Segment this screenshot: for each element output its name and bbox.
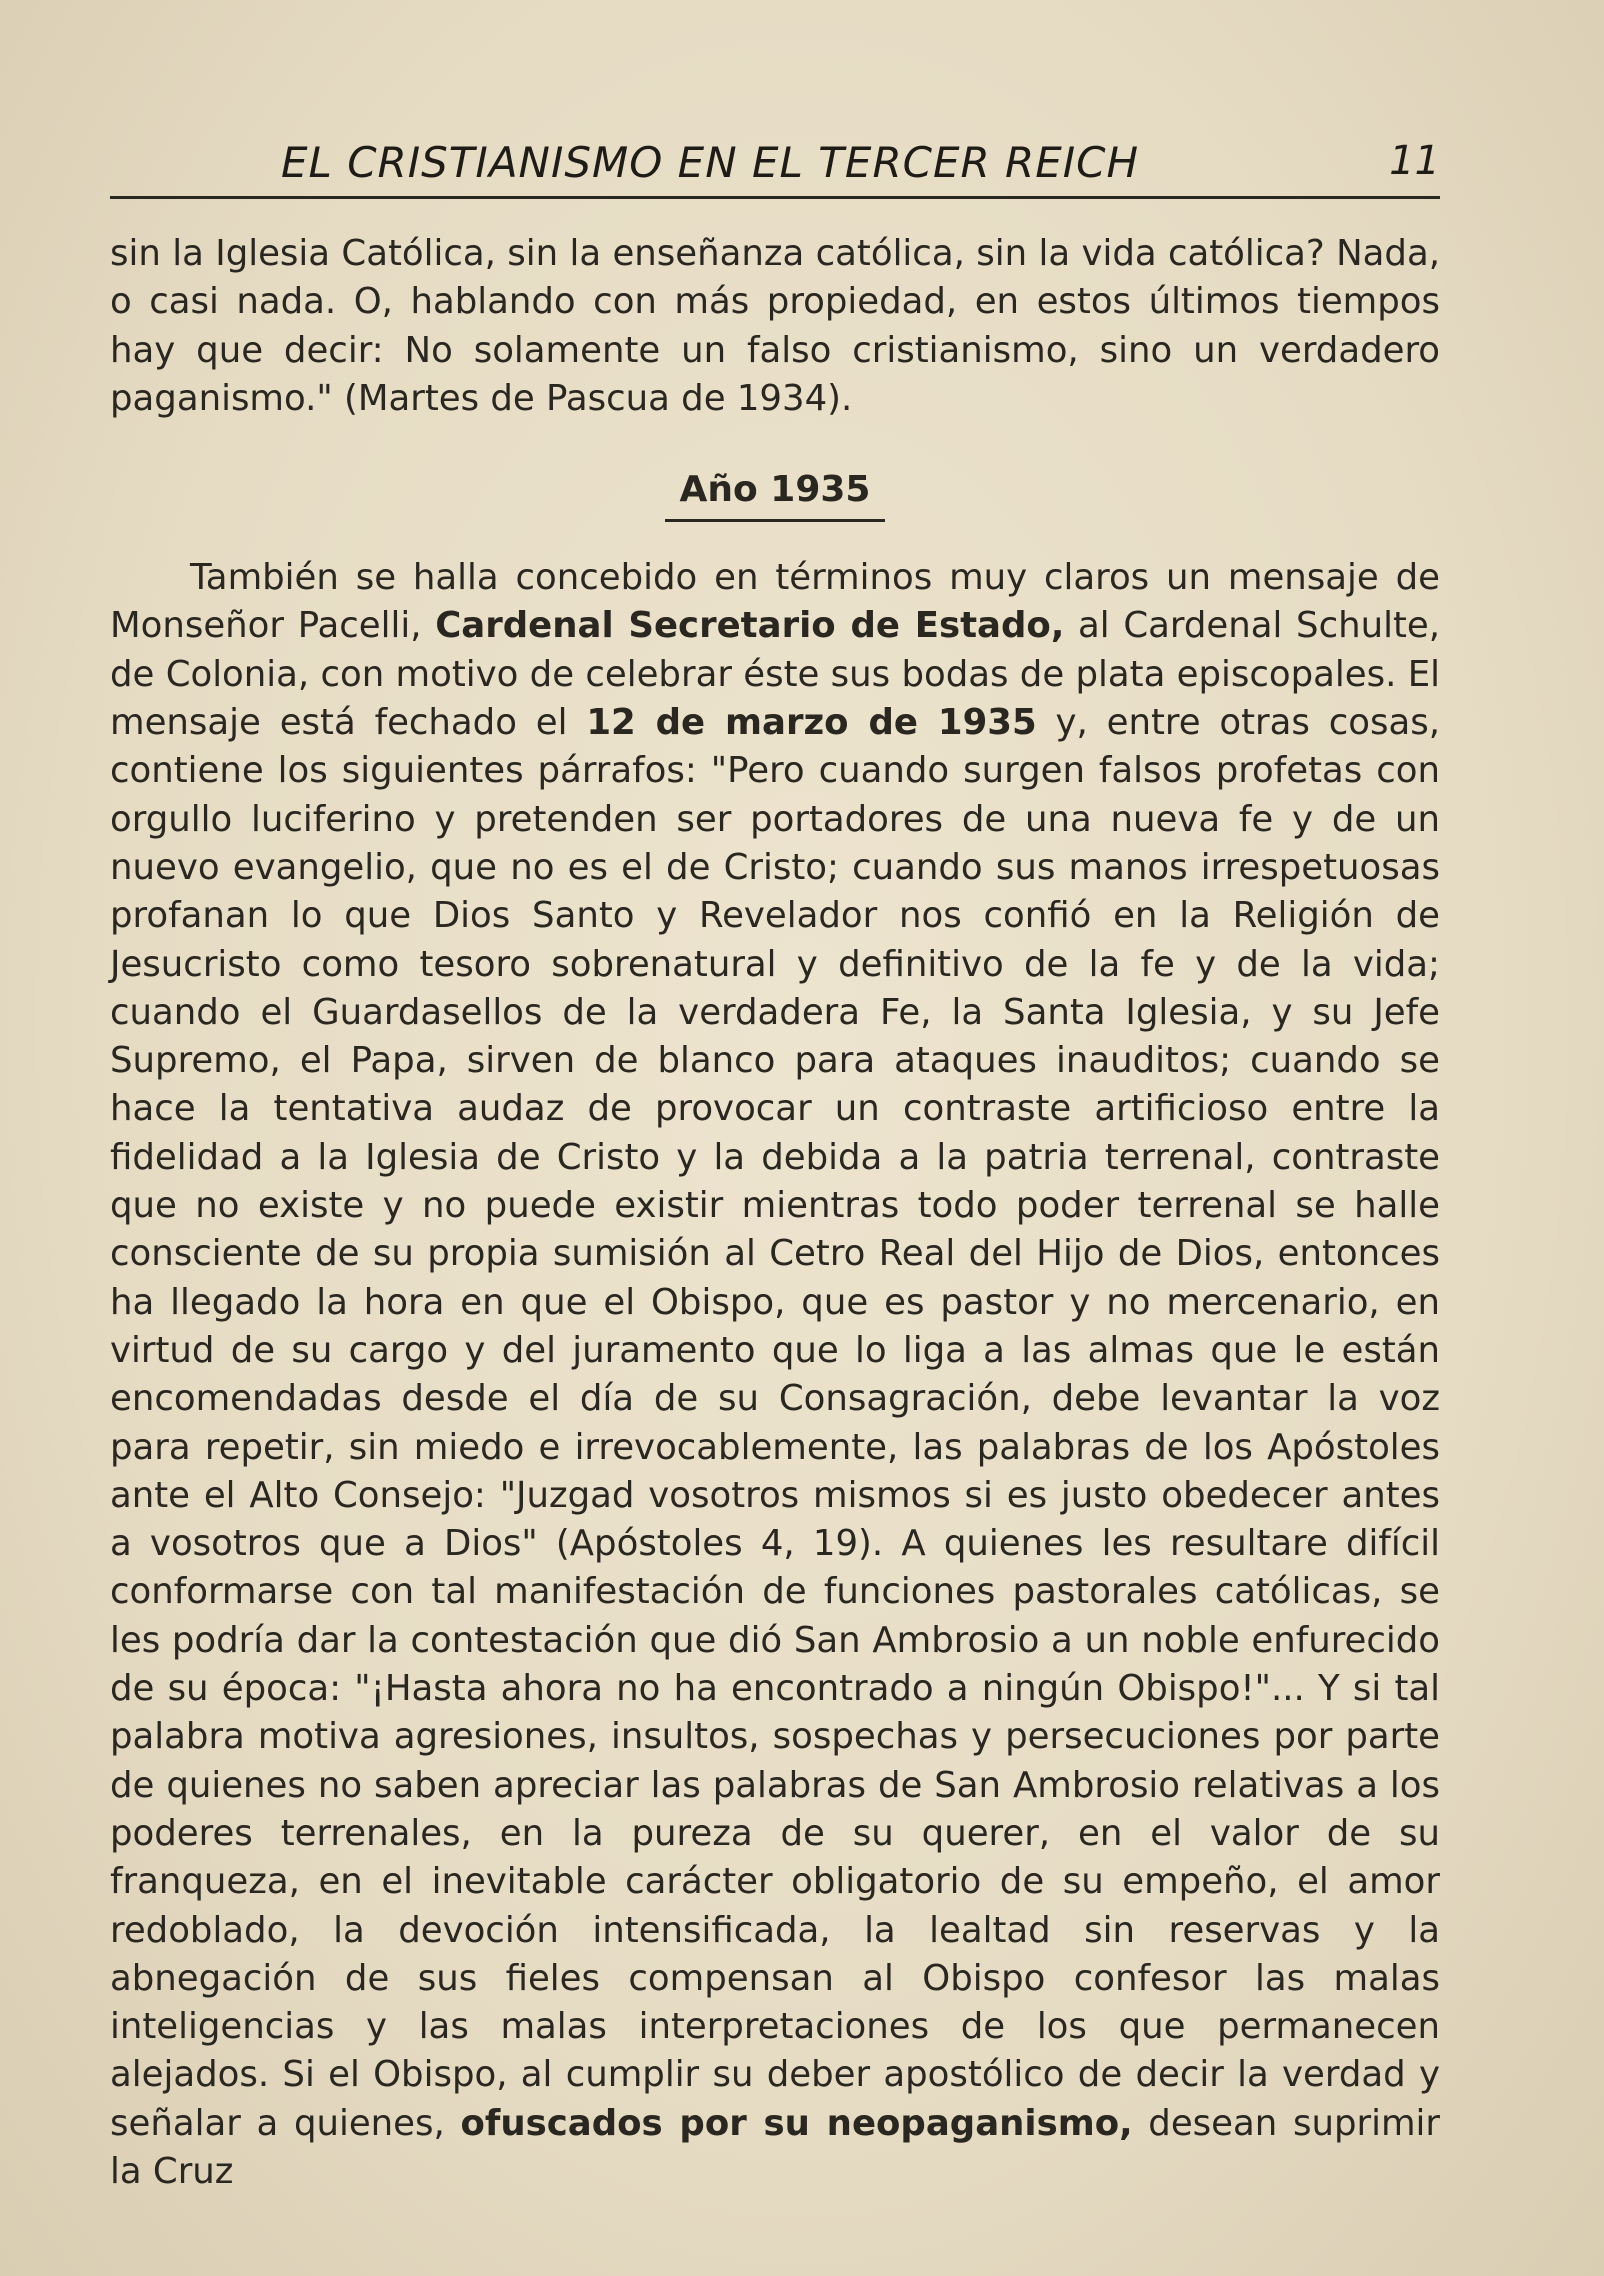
paragraph-continuation: sin la Iglesia Católica, sin la enseñanza católica, sin la vida católica? Nada, o casi nada. O, hablando con más propiedad, en estos últimos tiempos hay que decir: No solamente un falso cristianismo, sino un verdadero paganismo." (Martes de Pascua de 1934). (110, 233, 1440, 419)
paragraph-text: al Cardenal Schulte, de Colonia, con motivo de celebrar éste sus bodas de plata episcopales. El mensaje está fechado el (110, 605, 1441, 744)
page-number: 11 (1389, 138, 1440, 184)
bold-phrase-cardenal: Cardenal Secretario de Estado, (435, 605, 1065, 647)
header-rule (110, 196, 1440, 199)
paragraph-main (110, 554, 1440, 2196)
running-title: EL CRISTIANISMO EN EL TERCER REICH (280, 138, 1140, 187)
paragraph-text: y, entre otras cosas, contiene los siguientes párrafos: "Pero cuando surgen falsos profetas con orgullo luciferino y pretenden ser portadores de una nueva fe y de un nuevo evangelio, que no es el de Cristo; cuando sus manos irrespetuosas profanan lo que Dios Santo y Revelador nos confió en la Religión de Jesucristo como tesoro sobrenatural y definitivo de la fe y de la vida; cuando el Guardasellos de la verdadera Fe, la Santa Iglesia, y su Jefe Supremo, el Papa, sirven de blanco para ataques inauditos; cuando se hace la tentativa audaz de provocar un contraste artificioso entre la fidelidad a la Iglesia de Cristo y la debida a la patria terrenal, contraste que no existe y no puede existir mientras todo poder terrenal se halle consciente de su propia sumisión al Cetro Real del Hijo de Dios, entonces ha llegado la hora en que el Obispo, que es pastor y no mercenario, en virtud de su cargo y del juramento que lo liga a las almas que le están encomendadas desde el día de su Consagración, debe levantar la voz para repetir, sin miedo e irrevocablemente, las palabras de los Apóstoles ante el Alto Consejo: "Juzgad vosotros mismos si es justo obedecer antes a vosotros que a Dios" (Apóstoles 4, 19). A quienes les resultare difícil conformarse con tal manifestación de funciones pastorales católicas, se les podría dar la contestación que dió San Ambrosio a un noble enfurecido de su época: "¡Hasta ahora no ha encontrado a ningún Obispo!"... Y si tal palabra motiva agresiones, insultos, sospechas y persecuciones por parte de quienes no saben apreciar las palabras de San Ambrosio relativas a los poderes terrenales, en la pureza de su querer, en el valor de su franqueza, en el inevitable carácter obligatorio de su empeño, el amor redoblado, la devoción intensificada, la lealtad sin reservas y la abnegación de sus fieles compensan al Obispo confesor las malas inteligencias y las malas interpretaciones de los que permanecen alejados. Si el Obispo, al cumplir su deber apostólico de decir la verdad y señalar a quienes, (110, 702, 1441, 2144)
bold-phrase-date: 12 de marzo de 1935 (586, 702, 1037, 744)
paragraph-text: desean suprimir la Cruz (110, 2102, 1440, 2192)
paragraph-text: También se halla concebido en términos muy claros un mensaje de Monseñor Pacelli, (110, 557, 1440, 647)
bold-phrase-neopaganismo: ofuscados por su neopaganismo, (460, 2102, 1133, 2144)
page-header (110, 120, 1440, 200)
body-text (110, 230, 1440, 2196)
section-heading: Año 1935 (665, 467, 885, 522)
